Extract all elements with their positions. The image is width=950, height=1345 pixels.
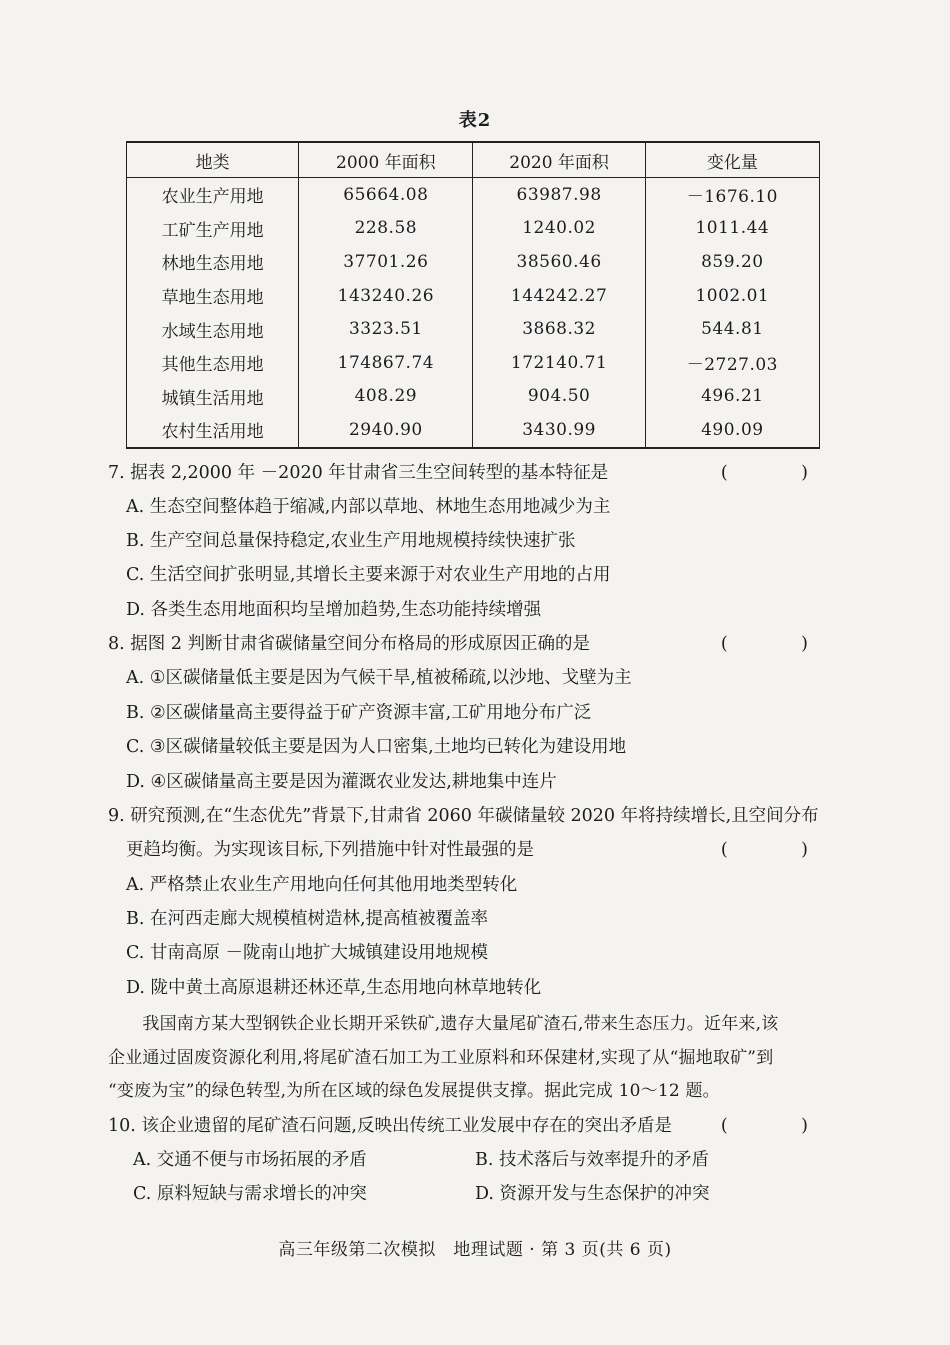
table-row (127, 380, 820, 414)
q7-option-d: D. 各类生态用地面积均呈增加趋势,生态功能持续增强 (126, 600, 542, 620)
cell-change: 544.81 (645, 312, 819, 346)
table-header-row (127, 142, 820, 178)
cell-area-2020: 3430.99 (473, 413, 645, 448)
table-row (127, 279, 820, 313)
q10-stem: 10. 该企业遗留的尾矿渣石问题,反映出传统工业发展中存在的突出矛盾是 (108, 1116, 672, 1136)
q8-stem-line (108, 632, 836, 656)
cell-area-2020: 172140.71 (473, 346, 645, 380)
q10-option-d: D. 资源开发与生态保护的冲突 (475, 1184, 710, 1204)
q8-answer-bracket[interactable]: ( ) (720, 634, 836, 654)
cell-land-type: 工矿生产用地 (127, 212, 299, 246)
q9-option-c: C. 甘南高原 －陇南山地扩大城镇建设用地规模 (126, 943, 488, 963)
cell-land-type: 其他生态用地 (127, 346, 299, 380)
q7-option-b: B. 生产空间总量保持稳定,农业生产用地规模持续快速扩张 (126, 531, 576, 551)
table-row (127, 178, 820, 212)
cell-area-2020: 144242.27 (473, 279, 645, 313)
passage-line-1: 我国南方某大型钢铁企业长期开采铁矿,遗存大量尾矿渣石,带来生态压力。近年来,该 (108, 1014, 779, 1034)
cell-change: 490.09 (645, 413, 819, 448)
cell-area-2000: 2940.90 (299, 413, 473, 448)
cell-area-2020: 3868.32 (473, 312, 645, 346)
q10-answer-bracket[interactable]: ( ) (720, 1116, 836, 1136)
q9-answer-bracket[interactable]: ( ) (720, 840, 836, 860)
cell-area-2000: 174867.74 (299, 346, 473, 380)
cell-land-type: 农村生活用地 (127, 413, 299, 448)
cell-area-2000: 228.58 (299, 212, 473, 246)
q10-options-row-2 (133, 1182, 861, 1206)
q7-option-c: C. 生活空间扩张明显,其增长主要来源于对农业生产用地的占用 (126, 565, 611, 585)
cell-area-2000: 408.29 (299, 380, 473, 414)
cell-area-2020: 1240.02 (473, 212, 645, 246)
q7-option-a: A. 生态空间整体趋于缩减,内部以草地、林地生态用地减少为主 (126, 497, 611, 517)
q9-option-d: D. 陇中黄土高原退耕还林还草,生态用地向林草地转化 (126, 978, 542, 998)
q8-stem: 8. 据图 2 判断甘肃省碳储量空间分布格局的形成原因正确的是 (108, 634, 591, 654)
q9-option-b: B. 在河西走廊大规模植树造林,提高植被覆盖率 (126, 909, 489, 929)
cell-change: 859.20 (645, 245, 819, 279)
table-row (127, 212, 820, 246)
land-use-table (126, 141, 820, 449)
header-area-2000: 2000 年面积 (299, 142, 473, 178)
table-row (127, 413, 820, 448)
cell-change: －2727.03 (645, 346, 819, 380)
q9-stem-line2-wrap (126, 838, 836, 862)
q10-option-c: C. 原料短缺与需求增长的冲突 (133, 1184, 367, 1204)
page-footer: 高三年级第二次模拟 地理试题 · 第 3 页(共 6 页) (278, 1240, 672, 1260)
q8-option-b: B. ②区碳储量高主要得益于矿产资源丰富,工矿用地分布广泛 (126, 703, 592, 723)
cell-area-2020: 38560.46 (473, 245, 645, 279)
cell-land-type: 城镇生活用地 (127, 380, 299, 414)
cell-area-2000: 143240.26 (299, 279, 473, 313)
q8-option-a: A. ①区碳储量低主要是因为气候干旱,植被稀疏,以沙地、戈壁为主 (126, 668, 632, 688)
q9-option-a: A. 严格禁止农业生产用地向任何其他用地类型转化 (126, 875, 518, 895)
q8-option-d: D. ④区碳储量高主要是因为灌溉农业发达,耕地集中连片 (126, 772, 557, 792)
cell-area-2020: 63987.98 (473, 178, 645, 212)
cell-change: 496.21 (645, 380, 819, 414)
q9-stem-line1: 9. 研究预测,在“生态优先”背景下,甘肃省 2060 年碳储量较 2020 年将持续增长,且空间分布 (108, 806, 819, 826)
q10-stem-line (108, 1114, 836, 1138)
q7-answer-bracket[interactable]: ( ) (720, 463, 836, 483)
cell-change: 1011.44 (645, 212, 819, 246)
header-area-2020: 2020 年面积 (473, 142, 645, 178)
q7-stem-line (108, 461, 836, 485)
header-change: 变化量 (645, 142, 819, 178)
cell-area-2020: 904.50 (473, 380, 645, 414)
table-row (127, 245, 820, 279)
cell-land-type: 水域生态用地 (127, 312, 299, 346)
passage-line-2: 企业通过固废资源化利用,将尾矿渣石加工为工业原料和环保建材,实现了从“掘地取矿”到 (108, 1048, 774, 1068)
q7-stem: 7. 据表 2,2000 年 －2020 年甘肃省三生空间转型的基本特征是 (108, 463, 609, 483)
header-land-type: 地类 (127, 142, 299, 178)
q8-option-c: C. ③区碳储量较低主要是因为人口密集,土地均已转化为建设用地 (126, 737, 627, 757)
cell-area-2000: 3323.51 (299, 312, 473, 346)
cell-change: 1002.01 (645, 279, 819, 313)
q9-stem-line2: 更趋均衡。为实现该目标,下列措施中针对性最强的是 (126, 840, 535, 860)
cell-land-type: 林地生态用地 (127, 245, 299, 279)
cell-land-type: 草地生态用地 (127, 279, 299, 313)
q10-option-a: A. 交通不便与市场拓展的矛盾 (133, 1150, 367, 1170)
cell-area-2000: 37701.26 (299, 245, 473, 279)
passage-line-3: “变废为宝”的绿色转型,为所在区域的绿色发展提供支撑。据此完成 10～12 题。 (108, 1081, 720, 1101)
table-row (127, 312, 820, 346)
cell-change: －1676.10 (645, 178, 819, 212)
cell-land-type: 农业生产用地 (127, 178, 299, 212)
table-row (127, 346, 820, 380)
cell-area-2000: 65664.08 (299, 178, 473, 212)
table-title: 表2 (458, 110, 492, 131)
q10-options-row-1 (133, 1148, 861, 1172)
q10-option-b: B. 技术落后与效率提升的矛盾 (475, 1150, 709, 1170)
